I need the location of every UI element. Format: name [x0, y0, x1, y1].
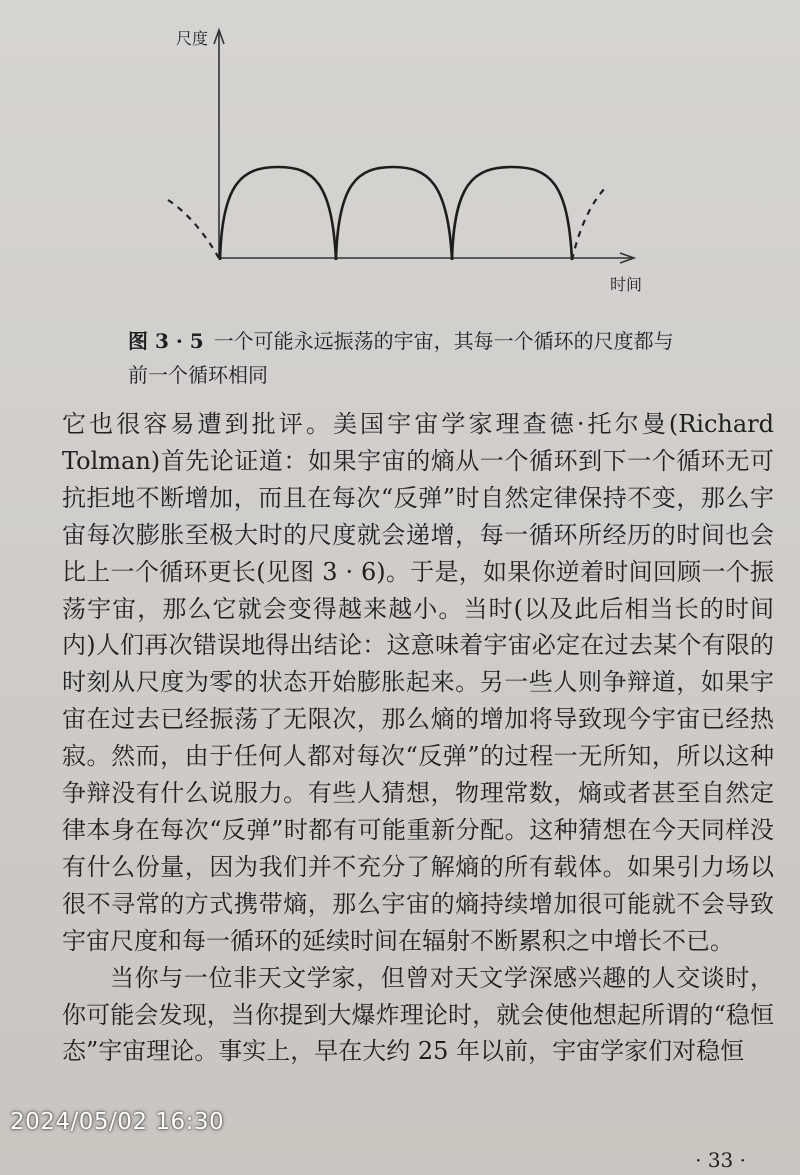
cycle-trail-dashed: [572, 187, 606, 260]
figure-number: 图 3 · 5: [128, 329, 204, 353]
timestamp-overlay: 2024/05/02 16:30: [10, 1109, 225, 1135]
page-number: · 33 ·: [695, 1148, 746, 1172]
x-axis-label: 时间: [610, 275, 643, 294]
paragraph-1: 它也很容易遭到批评。美国宇宙学家理查德·托尔曼(Richard Tolman)首先论证道：如果宇宙的熵从一个循环到下一个循环无可抗拒地不断增加，而且在每次“反弹”时自然定律保持不变，那么宇宙每次膨胀至极大时的尺度就会递增，每一循环所经历的时间也会比上一个循环更长(见图 3 · 6)。于是，如果你逆着时间回顾一个振荡宇宙，那么它就会变得越来越小。当时(以及此后相当长的时间内)人们再次错误地得出结论：这意味着宇宙必定在过去某个有限的时刻从尺度为零的状态开始膨胀起来。另一些人则争辩道，如果宇宙在过去已经振荡了无限次，那么熵的增加将导致现今宇宙已经热寂。然而，由于任何人都对每次“反弹”的过程一无所知，所以这种争辩没有什么说服力。有些人猜想，物理常数，熵或者甚至自然定律本身在每次“反弹”时都有可能重新分配。这种猜想在今天同样没有什么份量，因为我们并不充分了解熵的所有载体。如果引力场以很不寻常的方式携带熵，那么宇宙的熵持续增加很可能就不会导致宇宙尺度和每一循环的延续时间在辐射不断累积之中增长不已。: [62, 410, 774, 955]
figure-caption: [128, 324, 688, 392]
y-axis-label: 尺度: [176, 29, 209, 48]
figure-caption-text: 一个可能永远振荡的宇宙，其每一个循环的尺度都与前一个循环相同: [128, 329, 674, 387]
cycle-lead-dashed: [168, 200, 220, 260]
body-text: [62, 406, 774, 1070]
oscillating-universe-figure: [140, 20, 643, 300]
cycle-2: [336, 167, 452, 260]
paragraph-2: 当你与一位非天文学家，但曾对天文学深感兴趣的人交谈时，你可能会发现，当你提到大爆炸理论时，就会使他想起所谓的“稳恒态”宇宙理论。事实上，早在大约 25 年以前，宇宙学家们对稳恒: [62, 963, 774, 1066]
cycle-3: [452, 167, 572, 260]
figure-svg: [140, 20, 643, 300]
cycle-1: [220, 167, 336, 260]
